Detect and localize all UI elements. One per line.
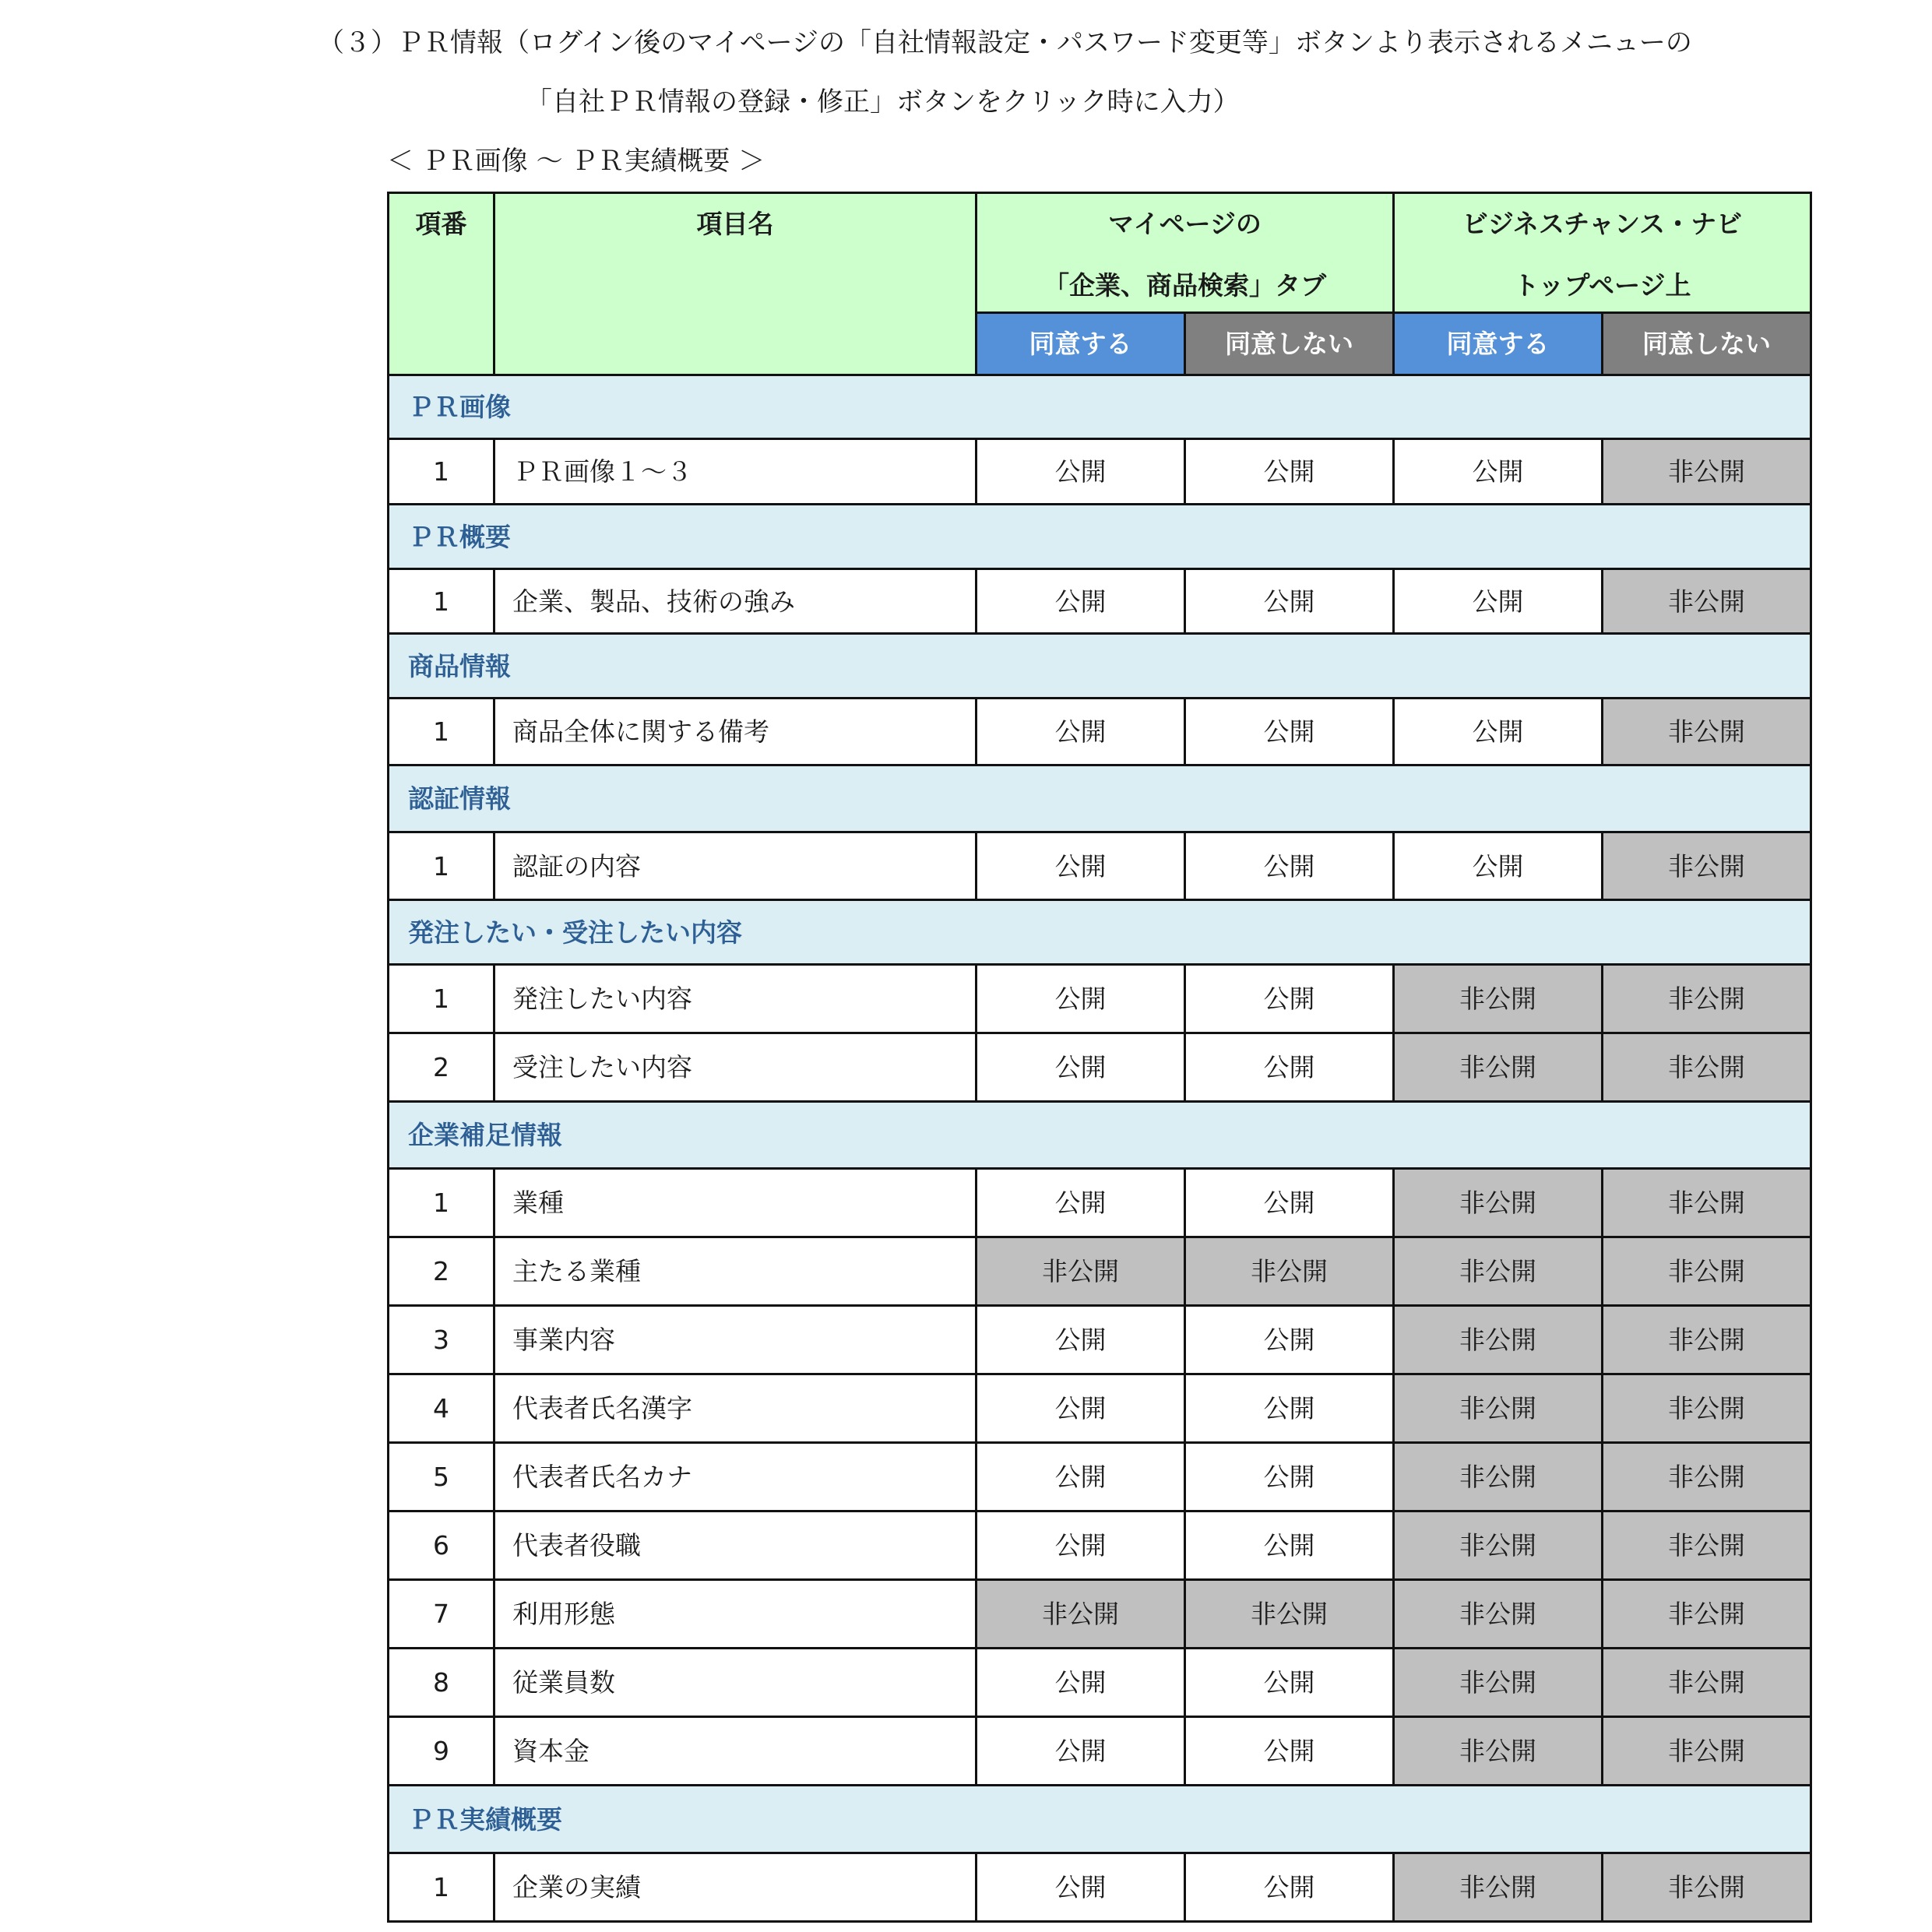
header-bc-line1: ビジネスチャンス・ナビ bbox=[1462, 209, 1743, 239]
section-heading-continued: 「自社ＰＲ情報の登録・修正」ボタンをクリック時に入力） bbox=[526, 86, 1240, 118]
visibility-cell: 公開 bbox=[977, 1374, 1185, 1443]
item-number: 6 bbox=[389, 1511, 494, 1580]
table-row bbox=[389, 1169, 1811, 1237]
item-name: 利用形態 bbox=[494, 1580, 977, 1649]
visibility-cell: 非公開 bbox=[1603, 1580, 1811, 1649]
table-row bbox=[389, 1717, 1811, 1786]
section-header: 発注したい・受注したい内容 bbox=[389, 900, 1811, 965]
visibility-cell: 公開 bbox=[1185, 1443, 1394, 1511]
item-name: 企業の実績 bbox=[494, 1853, 977, 1922]
item-number: 9 bbox=[389, 1717, 494, 1786]
visibility-cell: 公開 bbox=[977, 1717, 1185, 1786]
visibility-cell: 公開 bbox=[1185, 699, 1394, 765]
visibility-cell: 非公開 bbox=[1394, 1853, 1603, 1922]
header-mypage-line1: マイページの bbox=[1108, 209, 1262, 239]
visibility-cell: 非公開 bbox=[1394, 965, 1603, 1033]
visibility-cell: 非公開 bbox=[1394, 1374, 1603, 1443]
visibility-cell: 公開 bbox=[1185, 965, 1394, 1033]
section-header: ＰＲ実績概要 bbox=[389, 1786, 1811, 1853]
item-name: 主たる業種 bbox=[494, 1237, 977, 1306]
item-name: 代表者氏名カナ bbox=[494, 1443, 977, 1511]
visibility-cell: 公開 bbox=[1185, 1853, 1394, 1922]
visibility-cell: 非公開 bbox=[1603, 1374, 1811, 1443]
item-number: 1 bbox=[389, 832, 494, 900]
item-name: 商品全体に関する備考 bbox=[494, 699, 977, 765]
table-row bbox=[389, 1580, 1811, 1649]
visibility-cell: 公開 bbox=[977, 439, 1185, 505]
item-number: 3 bbox=[389, 1306, 494, 1374]
section-header: ＰＲ画像 bbox=[389, 375, 1811, 439]
visibility-cell: 公開 bbox=[977, 1169, 1185, 1237]
visibility-cell: 非公開 bbox=[1394, 1511, 1603, 1580]
table-row bbox=[389, 439, 1811, 505]
item-name: 認証の内容 bbox=[494, 832, 977, 900]
section-heading: （３）ＰＲ情報（ログイン後のマイページの「自社情報設定・パスワード変更等」ボタンより表示されるメニューの bbox=[318, 27, 1692, 58]
item-name: 資本金 bbox=[494, 1717, 977, 1786]
visibility-cell: 非公開 bbox=[1185, 1237, 1394, 1306]
item-name: 受注したい内容 bbox=[494, 1033, 977, 1102]
visibility-cell: 公開 bbox=[1185, 439, 1394, 505]
visibility-cell: 公開 bbox=[1185, 1306, 1394, 1374]
visibility-cell: 公開 bbox=[977, 1443, 1185, 1511]
visibility-cell: 非公開 bbox=[1394, 1306, 1603, 1374]
visibility-cell: 非公開 bbox=[1603, 1853, 1811, 1922]
visibility-cell: 公開 bbox=[977, 1033, 1185, 1102]
section-header: ＰＲ概要 bbox=[389, 505, 1811, 569]
item-number: 1 bbox=[389, 569, 494, 634]
visibility-cell: 非公開 bbox=[1603, 1306, 1811, 1374]
visibility-cell: 公開 bbox=[977, 1853, 1185, 1922]
item-name: 従業員数 bbox=[494, 1649, 977, 1717]
item-name: 発注したい内容 bbox=[494, 965, 977, 1033]
header-business-chance-navi bbox=[1394, 193, 1811, 313]
section-header: 認証情報 bbox=[389, 765, 1811, 832]
visibility-cell: 公開 bbox=[1185, 1717, 1394, 1786]
header-disagree: 同意しない bbox=[1185, 313, 1394, 375]
visibility-cell: 非公開 bbox=[1603, 439, 1811, 505]
visibility-cell: 非公開 bbox=[1603, 1443, 1811, 1511]
visibility-cell: 非公開 bbox=[1603, 1717, 1811, 1786]
visibility-cell: 非公開 bbox=[1394, 1580, 1603, 1649]
header-mypage-line2: 「企業、商品検索」タブ bbox=[1043, 270, 1326, 301]
header-agree: 同意する bbox=[1394, 313, 1603, 375]
item-number: 4 bbox=[389, 1374, 494, 1443]
visibility-cell: 公開 bbox=[977, 1306, 1185, 1374]
visibility-cell: 公開 bbox=[977, 569, 1185, 634]
item-number: 5 bbox=[389, 1443, 494, 1511]
section-header: 企業補足情報 bbox=[389, 1102, 1811, 1169]
visibility-cell: 公開 bbox=[1394, 439, 1603, 505]
section-header: 商品情報 bbox=[389, 634, 1811, 699]
item-number: 1 bbox=[389, 965, 494, 1033]
item-name: 事業内容 bbox=[494, 1306, 977, 1374]
item-number: 2 bbox=[389, 1237, 494, 1306]
visibility-cell: 公開 bbox=[1185, 1511, 1394, 1580]
visibility-cell: 非公開 bbox=[1394, 1649, 1603, 1717]
table-row bbox=[389, 1853, 1811, 1922]
item-number: 1 bbox=[389, 1853, 494, 1922]
visibility-cell: 公開 bbox=[977, 699, 1185, 765]
table-row bbox=[389, 1374, 1811, 1443]
visibility-cell: 非公開 bbox=[1603, 965, 1811, 1033]
visibility-cell: 非公開 bbox=[1603, 1033, 1811, 1102]
visibility-cell: 公開 bbox=[977, 1649, 1185, 1717]
table-row bbox=[389, 699, 1811, 765]
visibility-cell: 非公開 bbox=[1603, 1649, 1811, 1717]
table-row bbox=[389, 1511, 1811, 1580]
visibility-cell: 非公開 bbox=[1394, 1717, 1603, 1786]
item-number: 1 bbox=[389, 1169, 494, 1237]
item-number: 2 bbox=[389, 1033, 494, 1102]
table-row bbox=[389, 1033, 1811, 1102]
item-name: 業種 bbox=[494, 1169, 977, 1237]
visibility-cell: 公開 bbox=[1394, 699, 1603, 765]
item-number: 7 bbox=[389, 1580, 494, 1649]
visibility-cell: 公開 bbox=[1185, 1649, 1394, 1717]
item-number: 1 bbox=[389, 439, 494, 505]
visibility-cell: 非公開 bbox=[1603, 1511, 1811, 1580]
visibility-cell: 非公開 bbox=[1185, 1580, 1394, 1649]
visibility-cell: 非公開 bbox=[1394, 1033, 1603, 1102]
header-item-name: 項目名 bbox=[494, 193, 977, 375]
table-row bbox=[389, 1237, 1811, 1306]
visibility-cell: 公開 bbox=[1185, 1033, 1394, 1102]
visibility-cell: 非公開 bbox=[1603, 569, 1811, 634]
visibility-cell: 非公開 bbox=[1603, 699, 1811, 765]
visibility-cell: 非公開 bbox=[1603, 1169, 1811, 1237]
header-mypage-search-tab bbox=[977, 193, 1394, 313]
table-row bbox=[389, 965, 1811, 1033]
range-caption: ＜ ＰＲ画像 ～ ＰＲ実績概要 ＞ bbox=[387, 146, 765, 177]
table-row bbox=[389, 1306, 1811, 1374]
pr-info-table bbox=[387, 192, 1812, 1923]
visibility-cell: 公開 bbox=[977, 965, 1185, 1033]
item-name: ＰＲ画像１～３ bbox=[494, 439, 977, 505]
item-number: 1 bbox=[389, 699, 494, 765]
item-number: 8 bbox=[389, 1649, 494, 1717]
visibility-cell: 非公開 bbox=[1394, 1237, 1603, 1306]
table-row bbox=[389, 832, 1811, 900]
visibility-cell: 公開 bbox=[977, 1511, 1185, 1580]
header-disagree: 同意しない bbox=[1603, 313, 1811, 375]
header-agree: 同意する bbox=[977, 313, 1185, 375]
visibility-cell: 非公開 bbox=[1603, 832, 1811, 900]
item-name: 代表者役職 bbox=[494, 1511, 977, 1580]
visibility-cell: 公開 bbox=[1185, 1374, 1394, 1443]
visibility-cell: 非公開 bbox=[1394, 1443, 1603, 1511]
visibility-cell: 非公開 bbox=[1394, 1169, 1603, 1237]
visibility-cell: 公開 bbox=[1185, 1169, 1394, 1237]
visibility-cell: 公開 bbox=[1394, 569, 1603, 634]
header-bc-line2: トップページ上 bbox=[1513, 270, 1691, 301]
visibility-cell: 公開 bbox=[1185, 569, 1394, 634]
visibility-cell: 非公開 bbox=[977, 1580, 1185, 1649]
table-row bbox=[389, 569, 1811, 634]
table-row bbox=[389, 1443, 1811, 1511]
header-item-number: 項番 bbox=[389, 193, 494, 375]
table-row bbox=[389, 1649, 1811, 1717]
visibility-cell: 公開 bbox=[1394, 832, 1603, 900]
visibility-cell: 公開 bbox=[977, 832, 1185, 900]
visibility-cell: 公開 bbox=[1185, 832, 1394, 900]
item-name: 企業、製品、技術の強み bbox=[494, 569, 977, 634]
item-name: 代表者氏名漢字 bbox=[494, 1374, 977, 1443]
visibility-cell: 非公開 bbox=[1603, 1237, 1811, 1306]
visibility-cell: 非公開 bbox=[977, 1237, 1185, 1306]
